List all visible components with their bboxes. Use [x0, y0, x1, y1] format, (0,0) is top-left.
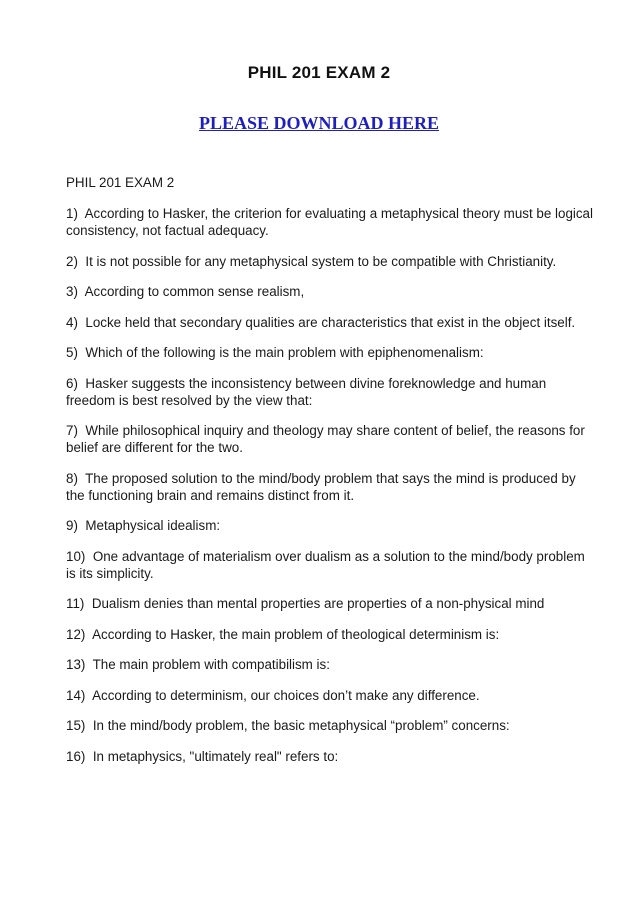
question-number: 8)	[66, 470, 78, 486]
question-number: 2)	[66, 253, 78, 269]
question-item	[66, 626, 596, 643]
question-text: In metaphysics, "ultimately real" refers to:	[92, 748, 339, 764]
question-number: 15)	[66, 718, 86, 733]
question-item	[66, 517, 596, 534]
question-number: 11)	[66, 596, 85, 611]
document-subtitle: PHIL 201 EXAM 2	[66, 175, 175, 190]
question-number: 6)	[66, 375, 78, 391]
question-text: According to Hasker, the criterion for evaluating a metaphysical theory must be logical consistency, not factual adequacy.	[66, 206, 593, 238]
question-text: The proposed solution to the mind/body problem that says the mind is produced by the functioning brain and remains distinct from it.	[66, 470, 576, 503]
question-number: 12)	[66, 626, 86, 642]
question-item	[66, 344, 596, 361]
question-list	[66, 205, 596, 765]
question-text: Locke held that secondary qualities are characteristics that exist in the object itself.	[85, 314, 576, 330]
question-text: In the mind/body problem, the basic metaphysical “problem” concerns:	[92, 718, 510, 733]
question-number: 7)	[66, 423, 78, 438]
question-number: 4)	[66, 314, 78, 330]
question-text: It is not possible for any metaphysical system to be compatible with Christianity.	[85, 253, 557, 269]
question-text: Which of the following is the main problem with epiphenomenalism:	[85, 345, 484, 360]
question-text: While philosophical inquiry and theology may share content of belief, the reasons for belief are different for the two.	[66, 423, 585, 455]
document-title: PHIL 201 EXAM 2	[247, 63, 391, 82]
question-number: 14)	[66, 687, 86, 703]
question-number: 13)	[66, 657, 86, 672]
question-item	[66, 717, 596, 734]
question-text: One advantage of materialism over dualism as a solution to the mind/body problem is its simplicity.	[66, 548, 585, 581]
question-number: 5)	[66, 345, 78, 360]
question-text: Dualism denies than mental properties are properties of a non-physical mind	[91, 596, 545, 611]
question-text: According to common sense realism,	[84, 284, 305, 299]
question-item	[66, 314, 596, 331]
document-body	[66, 174, 596, 778]
question-number: 9)	[66, 518, 78, 533]
question-number: 10)	[66, 548, 86, 564]
question-item	[66, 422, 596, 456]
question-item	[66, 748, 596, 765]
question-text: Metaphysical idealism:	[85, 518, 221, 533]
question-item	[66, 205, 596, 239]
question-item	[66, 656, 596, 673]
question-text: According to Hasker, the main problem of theological determinism is:	[92, 626, 500, 642]
question-item	[66, 548, 596, 582]
question-number: 1)	[66, 206, 78, 221]
question-item	[66, 687, 596, 704]
question-item	[66, 253, 596, 270]
question-item	[66, 470, 596, 504]
question-text: According to determinism, our choices don’t make any difference.	[92, 687, 480, 703]
question-text: Hasker suggests the inconsistency between divine foreknowledge and human freedom is best resolved by the view that:	[66, 375, 547, 408]
question-item	[66, 595, 596, 612]
question-text: The main problem with compatibilism is:	[92, 657, 330, 672]
question-number: 3)	[66, 284, 78, 299]
question-item	[66, 283, 596, 300]
download-link[interactable]: PLEASE DOWNLOAD HERE	[198, 113, 440, 133]
question-item	[66, 375, 596, 409]
question-number: 16)	[66, 748, 86, 764]
